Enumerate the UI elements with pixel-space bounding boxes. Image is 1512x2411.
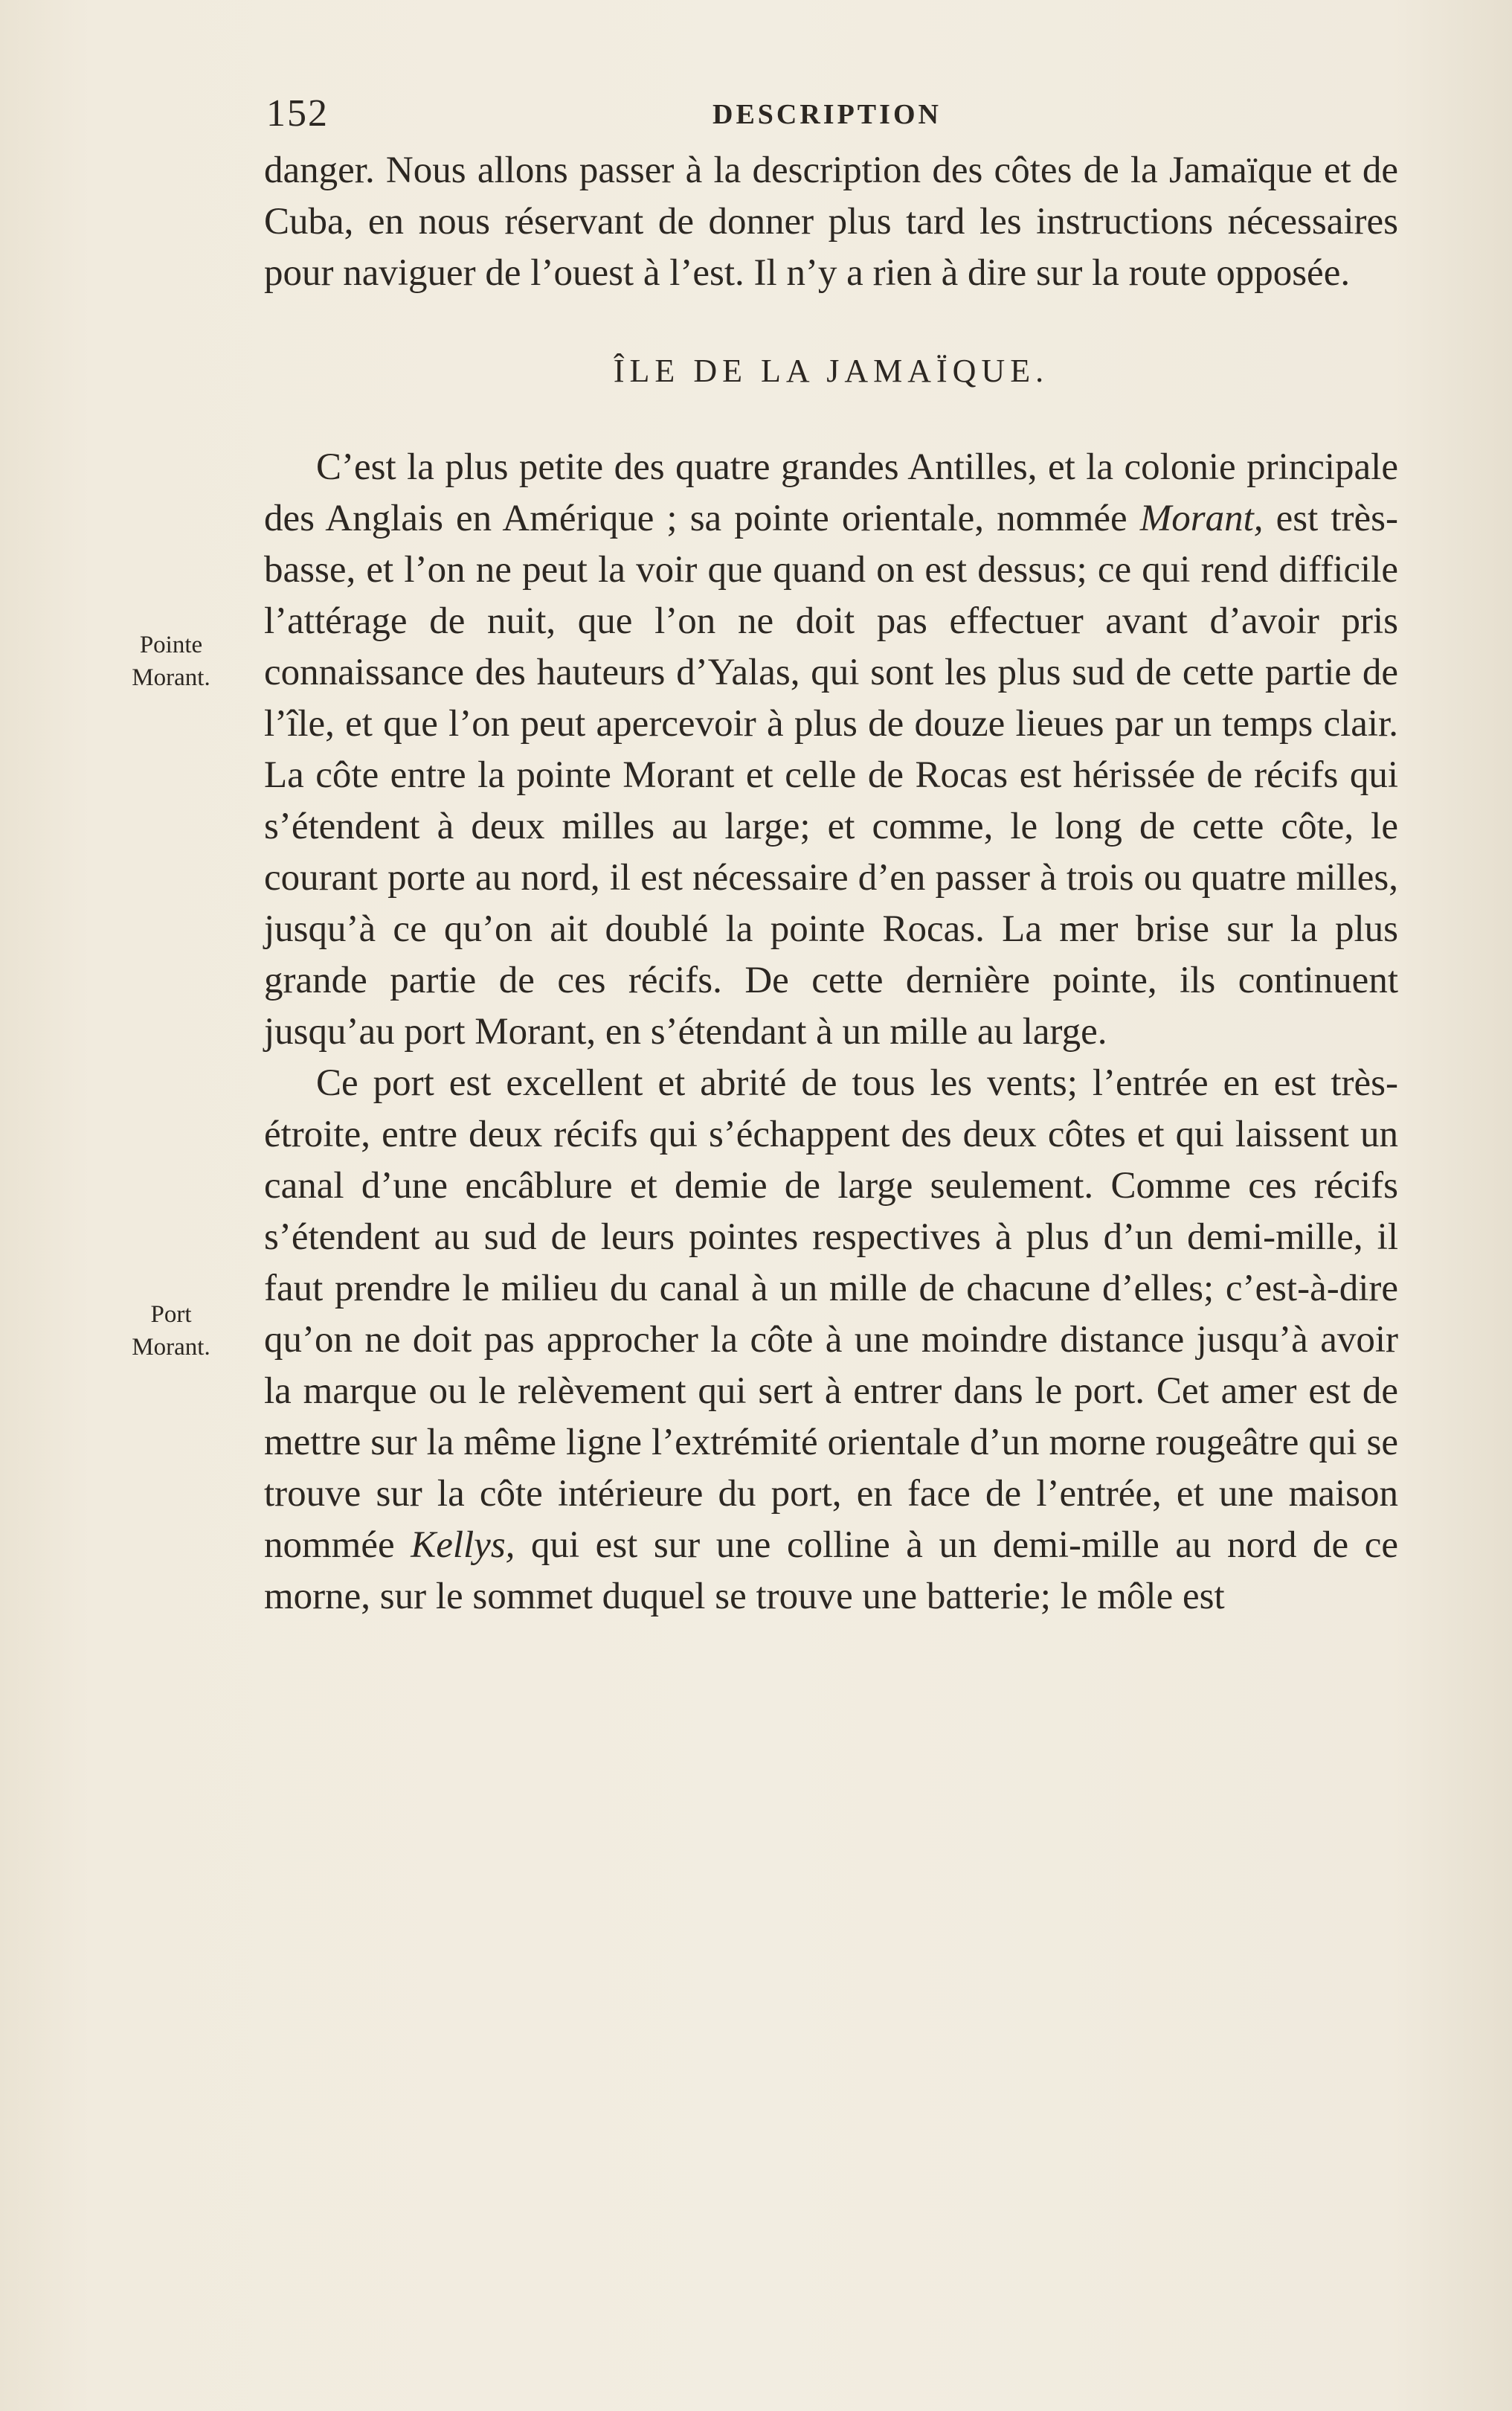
margin-note-line: Port [150,1301,192,1328]
paragraph-jamaique [264,442,1398,1058]
running-head [266,88,1397,140]
paragraph-text: Ce port est excellent et abrité de tous les vents; l’entrée en est très-étroite, entre deux récifs qui s’échappent des deux côtes et qui laissent un canal d’une encâblure et demie de large seulement. Comme ces récifs s’étendent au sud de leurs pointes respectives à plus d’un demi-mille, il faut prendre le milieu du canal à un mille de chacune d’elles; c’est-à-dire qu’on ne doit pas approcher la côte à une moindre distance jusqu’à avoir la marque ou le relèvement qui sert à entrer dans le port. Cet amer est de mettre sur la même ligne l’extrémité orientale d’un morne rougeâtre qui se trouve sur la côte intérieure du port, en face de l’entrée, et une maison nommée [264,1062,1398,1566]
page-number: 152 [266,92,329,135]
italic-place-name: Morant, [1139,498,1264,539]
margin-note-line: Morant. [132,664,210,691]
section-heading: ÎLE DE LA JAMAÏQUE. [613,353,1049,389]
margin-note-line: Morant. [132,1334,210,1361]
paragraph-text: qui est sur une colline à un demi-mille au nord de ce morne, sur le sommet duquel se trouve une batterie; le môle est [264,1524,1399,1617]
margin-note-port-morant [100,1298,242,1364]
running-title: DESCRIPTION [712,99,942,130]
paragraph-text: C’est la plus petite des quatre grandes Antilles, et la colonie principale des Anglais en Amérique ; sa pointe orientale, nommée [264,446,1398,539]
margin-note-pointe-morant [100,629,242,694]
paragraph-text: est très-basse, et l’on ne peut la voir que quand on est dessus; ce qui rend difficile l’attérage de nuit, que l’on ne doit pas effectuer avant d’avoir pris connaissance des hauteurs d’Yalas, qui sont les plus sud de cette partie de l’île, et que l’on peut apercevoir à plus de douze lieues par un temps clair. La côte entre la pointe Morant et celle de Rocas est hérissée de récifs qui s’étendent à deux milles au large; et comme, le long de cette côte, le courant porte au nord, il est nécessaire d’en passer à trois ou quatre milles, jusqu’à ce qu’on ait doublé la pointe Rocas. La mer brise sur la plus grande partie de ces récifs. De cette dernière pointe, ils continuent jusqu’au port Morant, en s’étendant à un mille au large. [264,498,1398,1053]
paragraph-port-morant [264,1058,1398,1622]
margin-note-line: Pointe [139,632,203,658]
body-text [264,145,1398,1622]
paragraph-continuation: danger. Nous allons passer à la description des côtes de la Jamaïque et de Cuba, en nous réservant de donner plus tard les instructions nécessaires pour naviguer de l’ouest à l’est. Il n’y a rien à dire sur la route opposée. [264,150,1398,294]
italic-house-name: Kellys, [411,1524,515,1566]
